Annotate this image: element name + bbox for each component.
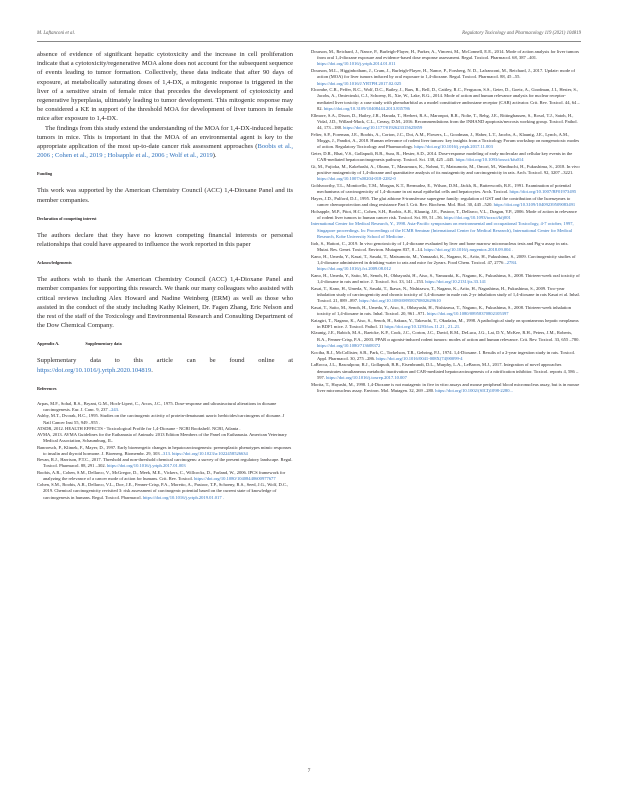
reference-item [311, 151, 581, 163]
reference-doi-link[interactable]: https://doi.org/10.1080/713608372 [317, 342, 381, 348]
reference-text: Kasai, T., Kano, H., Umeda, Y., Sasaki, T., Ikawa, N., Nishizawa, T., Nagano, K., Arito, H., Nagashima, H., Fukushima, S., 2009. Two-year inhalation study of carcinogenicity and chronic toxicity of 1,4-dioxane in male rats 2-yr inhalation study of 1,4-dioxane in rats Kasai et al. Inhal. Toxicol. 21, 889 –897. [311, 285, 580, 303]
reference-item [311, 305, 581, 317]
reference-text: Katagiri, T., Nagano, K., Aiso, S., Senoh, H., Sakura, Y., Takeuchi, T., Okudaira, M., 1998. A pathological study on spontaneous hepatic neoplasms in BDF1 mice. J. Toxicol. Pathol. 11 [311, 317, 579, 329]
reference-item [311, 68, 581, 87]
reference-doi-link[interactable]: https://doi.org/10.2131/jts.33.141 [425, 278, 487, 284]
appendix-heading [37, 341, 293, 346]
competing-interest-text: The authors declare that they have no known competing financial interests or personal relationships that could have appeared to influence the work reported in this paper [37, 231, 293, 249]
reference-item [37, 445, 293, 458]
reference-item [311, 87, 581, 112]
reference-text: Cohen, S.M., Boobis, A.R., Dellarco, V.L., Doe, J.E., Fenner-Crisp, P.A., Moretto, A., Pastoor, T.P., Schoeny, R.S., Seed, J.G., Wolf, D.C., 2019. Chemical carcinogenicity revisited 3: risk assessment of carcinogenic potential based on the current state of knowledge of carcinogenesis in humans. Regul. Toxicol. Pharmacol. [37, 482, 289, 500]
reference-text: Klaunig, J.E., Babich, M.A., Baetcke, K.P., Cook, J.C., Corton, J.C., David, R.M., DeLuca, J.G., Lai, D.Y., McKee, R.H., Peters, J.M., Roberts, R.A., Fenner-Crisp, P.A., 2003. PPAR α agonist-induced rodent tumors: modes of action and human relevance. Crit. Rev. Toxicol. 33, 655 –780. [311, 330, 580, 342]
reference-doi-link[interactable]: https://doi.org/10.1080/10408440600977677 [194, 475, 276, 481]
reference-doi-link[interactable]: https://doi.org/10.1007/s00204-018-2282-0 [317, 176, 396, 182]
reference-item [311, 254, 581, 273]
reference-text: Elcombe, C.R., Peffer, R.C., Wolf, D.C., Bailey, J., Bars, R., Bell, D., Cattley, R.C., Ferguson, S.S., Geter, D., Goetz, A., Goodman, J.I., Hester, S., Jacobs, A., Omiecinski, C.J., Schoeny, R., Xie, W., Lake, B.G., 2014. Mode of action and human relevance analysis for nuclear receptor-mediated liver toxicity: a case study with phenobarbital as a model constitutive androstane receptor (CAR) activator. Crit. Rev. Toxicol. 44, 64 –82. [311, 87, 580, 111]
reference-doi-link[interactable]: https://doi.org/10.3109/10408444.2013.835786 [323, 105, 410, 111]
reference-doi-link[interactable]: https://doi.org/10.1016/J.YRTPH.2017.02.025 [317, 80, 402, 86]
references-list-right [311, 49, 581, 394]
reference-item [311, 382, 581, 394]
reference-item [311, 209, 581, 221]
paragraph-2-end: ). [212, 152, 217, 160]
reference-doi-link[interactable]: https://doi.org/10.1016/j.yrtph.2017.01.003 [106, 463, 186, 469]
reference-doi-link[interactable]: https://doi.org/10.1293/tox.11.21 , 21–21. [384, 323, 461, 329]
header-rule [37, 41, 581, 42]
reference-doi-link[interactable]: –2784. https://doi.org/10.1016/j.fct.2009.08.012 [317, 259, 518, 271]
reference-text: Boobis, A.R., Cohen, S.M., Dellarco, V., McGregor, D., Meek, M.E., Vickers, C., Willcocks, D., Farland, W., 2006. IPCS framework for analyzing the relevance of a cancer mode of action for humans. Crit. Rev. Toxicol. [37, 469, 286, 481]
body-paragraph-1: absence of evidence of significant hepatic cytotoxicity and the increase in cell proliferation indicate that a cytotoxicity/regenerative MOA alone does not account for the subsequent sequence of events leading to tumor formation. Collectively, these data indicate that after 90 days of exposure, at metabolically saturating doses of 1,4-DX, a mitogenic response is triggered in the liver of a sensitive strain of female mice that precedes the development of cytotoxicity and regenerative hyperplasia, ultimately leading to tumor development. This mitogenic response may be considered a KE in support of the threshold MOA for development of liver tumors in female mice after exposure to 1,4-DX. [37, 51, 293, 123]
reference-item [311, 350, 581, 362]
reference-doi-link[interactable]: https://doi.org/10.1177/0192623315625859 [343, 124, 423, 130]
reference-doi-link[interactable]: https://doi.org/10.1002/(SICI)1098-2280... [435, 387, 513, 393]
funding-heading: Funding [37, 171, 53, 177]
funding-text: This work was supported by the American Chemistry Council (ACC) 1,4-Dioxane Panel and its member companies. [37, 187, 293, 204]
references-heading: References [37, 385, 57, 391]
reference-text: Kano, H., Umeda, Y., Kasai, T., Sasaki, T., Matsumoto, M., Yamazaki, K., Nagano, K., Arito, H., Fukushima, S., 2009. Carcinogenicity studies of 1,4-dioxane administered in drinking-water to rats and mice for 2years. Food Chem. Toxicol. 47, 2776 [311, 253, 576, 265]
paragraph-2-citations[interactable]: Boobis et al., 2006 ; Cohen et al., 2019 ; Holsapple et al., 2006 ; Wolf et al., 2019 [37, 143, 293, 160]
competing-interest-heading: Declaration of competing interest [37, 215, 97, 221]
reference-item [311, 286, 581, 305]
reference-text: Morita, T., Hayashi, M., 1998. 1,4-Dioxane is not mutagenic in five in vitro assays and mouse peripheral blood micronucleus assay, but is in mouse liver micronucleus assay. Environ. Mol. Mutagen. 32, 269 –280. [311, 381, 580, 393]
reference-text: Goldsworthy, T.L., Monticello, T.M., Morgan, K.T., Bermudez, E., Wilson, D.M., Jäckh, R., Butterworth, B.E., 1991. Examination of potential mechanisms of carcinogenicity of 1,4-dioxane in rat nasal epithelial cells and hepatocytes. Arch. Toxicol. [311, 182, 571, 194]
appendix-title: Supplementary data [85, 341, 122, 347]
supplementary-end: . [151, 366, 153, 374]
reference-item [311, 196, 581, 208]
reference-doi-link[interactable]: https://doi.org/10.1080/08958370802629610 [359, 297, 441, 303]
acknowledgements-text: The authors wish to thank the American Chemistry Council (ACC) 1,4-Dioxane Panel and member companies for supporting this research. We thank our many colleagues who assisted with critical reviews including Alex Howard and Nadine Weinberg (ERM) as well as those who assisted in the conduct of the study including Kathy Kleinert, Dr. Fagen Zhang, Eric Nelson and the rest of the staff of the Toxicology and Environmental Research and Consulting Department of the Dow Chemical Company. [37, 276, 293, 330]
reference-doi-link[interactable]: https://doi.org/10.1093/toxsci/kfu014 [455, 156, 524, 162]
header-authors: M. Laftanconi et al. [37, 31, 75, 36]
reference-text: Gi, M., Fujioka, M., Kakehashi, A., Okuno, T., Masumura, K., Nohmi, T., Matsumoto, M., Omori, M., Wanibuchi, H., Fukushima, S., 2018. In vivo positive mutagenicity of 1,4-dioxane and quantitative analysis of its mutagenicity and carcinogenicity in rats. Arch. Toxicol. 92, 3207 –3221. [311, 163, 580, 175]
reference-text: Itoh, S., Hattori, C., 2019. In vivo genotoxicity of 1,4-dioxane evaluated by liver and bone marrow micronucleus tests and Pig-a assay in rats. Mutat. Res. Genet. Toxicol. Environ. Mutagen 837, 8 –14. [311, 240, 569, 252]
acknowledgements-heading: Acknowledgements [37, 260, 72, 266]
reference-item [311, 132, 581, 151]
reference-item [311, 183, 581, 195]
reference-item [37, 413, 293, 426]
reference-doi-link[interactable]: https://doi.org/10.1016/j.yrtph.2017.11.003 [414, 144, 493, 150]
reference-item [37, 457, 293, 470]
reference-doi-link[interactable]: https://doi.org/10.1093/toxsci/kfj001 [443, 214, 511, 220]
body-paragraph-2 [37, 124, 293, 161]
reference-text: Felter, S.P., Foreman, J.E., Boobis, A., Corton, J.C., Doi, A.M., Flowers, L., Goodman, J., Haber, L.T., Jacobs, A., Klaunig, J.E., Lynch, A.M., Moggs, J., Pandiri, A., 2018. Human relevance of rodent liver tumors: key insights from a Toxicology Forum workshop on nongenotoxic modes of action. Regulatory Toxicology and Pharmacology. [311, 131, 580, 150]
reference-item [311, 318, 581, 330]
reference-text: Dourson, M., Reichard, J., Nance, P., Burleigh-Flayer, H., Parker, A., Vincent, M., McConnell, E.E., 2014. Mode of action analysis for liver tumors from oral 1,4-dioxane exposure and evidence-based dose response assessment. Regul. Toxicol. Pharmacol. 68, 387 –401. [311, 49, 580, 61]
reference-text: Geter, D.R., Bhat, V.S., Gollapudi, B.B., Sura, R., Hester, S.D., 2014. Dose-response modeling of early molecular and cellular key events in the CAR-mediated hepatocarcinogenesis pathway. Toxicol. Sci. 138, 425 –445. [311, 150, 573, 162]
reference-text: Dourson, M.L., Higginbotham, J., Crum, J., Burleigh-Flayer, H., Nance, P., Forsberg, N. D., Lafranconi, M., Reichard, J., 2017. Update: mode of action (MOA) for liver tumors induced by oral exposure to 1,4-dioxane. Regul. Toxicol. Pharmacol. 88, 45 –55. [311, 68, 576, 80]
reference-text: Arpas, M.F., Sohal, R.S., Bryant, G.M., Hoch-Lipert, C., Arcos, J.C., 1975. Dose-response and ultrastructural alterations in dioxane carcinogenesis. Eur. J. Canc. 9, 237 [37, 400, 277, 413]
reference-doi-link[interactable]: https://doi.org/10.1016/j.yrtph.2019.01.017 . [142, 494, 224, 500]
paragraph-2-text: The findings from this study extend the understanding of the MOA for 1,4-DX-induced hepatic tumors in mice. This is important in that the MOA of an environmental agent is key to the appropriate application of the most up-to-date cancer risk assessment approaches ( [37, 124, 293, 151]
reference-item [311, 330, 581, 349]
appendix-label: Appendix A. [37, 341, 60, 347]
reference-doi-link[interactable]: https://doi.org/10.1007/BF01973495 [509, 188, 577, 194]
reference-text: Bevan, R.J., Harrison, P.T.C., 2017. Threshold and non-threshold chemical carcinogens: a survey of the present regulatory landscape. Regul. Toxicol. Pharmacol. 88, 291 –302. [37, 457, 293, 469]
reference-text: ATSDR, 2012. HEALTH EFFECTS - Toxicological Profile for 1,4-Dioxane - NCBI Bookshelf. NCBI, Atlanta . [37, 425, 241, 431]
reference-item [37, 482, 293, 501]
reference-item [311, 113, 581, 132]
reference-doi-link[interactable]: https://doi.org/10.1016/j.mrgentox.2018.09.004 . [424, 246, 513, 252]
supplementary-text [37, 356, 293, 374]
reference-text: Ellmore, S.A., Dixon, D., Hailey, J.R., Harada, T., Herbert, R.A., Maronpot, R.R., Nolte, T., Rehg, J.E., Rittinghausen, S., Rosol, T.J., Satoh, H., Vidal, J.D., Willard-Mack, C.L., Creasy, D.M., 2016. Recommendations from the INHAND apoptosis/necrosis working group. Toxicol. Pathol. 44, 173 –188. [311, 112, 578, 130]
header-journal: Regulatory Toxicology and Pharmacology 119 (2021) 104819 [462, 31, 581, 36]
reference-doi-link[interactable]: https://doi.org/10.3109/10409239509083491 [493, 201, 576, 207]
reference-text[interactable]: International Center for Medical Research, Y., 1998. Asia-Pacific symposium on environmental and occupational Toxicology, 4-7 october, 1997, Singapore proceedings. In: Proceedings of the ICMR Seminar (International Center for Medical Research), International Center for Medical Research, Kobe University School of Medicine . [311, 221, 574, 239]
reference-item [311, 362, 581, 381]
reference-item [37, 470, 293, 483]
left-column [37, 50, 293, 501]
reference-doi-link[interactable]: –313. https://doi.org/10.1023/a:1022458526634 [160, 450, 248, 456]
reference-item [311, 49, 581, 68]
right-column [311, 49, 581, 394]
reference-item [311, 164, 581, 183]
reference-item [311, 241, 581, 253]
reference-text: Kano, H., Umeda, Y., Saito, M., Senoh, H., Ohbayashi, H., Aiso, S., Yamazaki, K., Nagano, K., Fukushima, S., 2008. Thirteen-week oral toxicity of 1,4-dioxane in rats and mice. J. Toxicol. Sci. 33, 141 –153. [311, 272, 580, 284]
page-number: 7 [307, 768, 311, 774]
reference-text: AVMA, 2013. AVMA Guidelines for the Euthanasia of Animals: 2013 Edition Members of the Panel on Euthanasia. American Veterinary Medical Association, Schaumburg, IL. [37, 432, 287, 444]
reference-doi-link[interactable]: –243. [108, 407, 120, 413]
supplementary-sentence: Supplementary data to this article can be found online at [37, 357, 293, 365]
reference-text: Holsapple, M.P., Pitot, H.C., Cohen, S.H., Boobis, A.R., Klaunig, J.E., Pastoor, T., Dellarco, V.L., Dragan, Y.P., 2006. Mode of action in relevance of rodent liver tumors to human cancer risk. Toxicol. Sci. 89, 51 –56. [311, 208, 577, 220]
reference-text: Hayes, J.D., Pulford, D.J., 1995. The glut athione S-transferase supergene family: regulation of GST and the contribution of the Isoenzymes to cancer chemoprotection and drug resistance Part I. Crit. Rev. Biochem. Mol. Biol. 30, 445 –520. [311, 195, 571, 207]
reference-text: LaRocca, J.L., Rasoulpour, R.J., Gollapudi, B.B., Eisenbrandt, D.L., Murphy, L.A., LeBaron, M.J., 2017. Integration of novel approaches demonstrates simultaneous metabolic inactivation and CAR-mediated hepatocarcinogenesis of a nitrification inhibitor. Toxicol. reports 4, 586 –597. [311, 362, 579, 380]
reference-text: Kasai, T., Saito, M., Senoh, H., Umeda, Y., Aiso, S., Ohbayashi, H., Nishizawa, T., Nagano, K., Fukushima, S., 2008. Thirteen-week inhalation toxicity of 1,4-dioxane in rats. Inhal. Toxicol. 20, 961 –971. [311, 304, 571, 316]
reference-item [311, 221, 581, 240]
reference-doi-link[interactable]: https://doi.org/10.1080/08958370802105397 [426, 310, 509, 316]
reference-text: Kociba, R.J., McCollister, S.B., Park, C., Torkelson, T.R., Gehring, P.J., 1974. 1,4-Dioxane. I. Results of a 2-year ingestion study in rats. Toxicol. Appl. Pharmacol. 30, 275 –286. [311, 349, 576, 361]
reference-item [37, 432, 293, 445]
reference-text: Ashby, M.T., Dvorak, H.C., 1995. Studies on the carcinogenic activity of protein-denaturant uzoric herbicides/carcinogens of dioxane. J Natl Cancer Inst 55, 949 –955 . [37, 413, 285, 425]
reference-doi-link[interactable]: https://doi.org/10.1016/j.yrtph.2014.01.011 [317, 61, 396, 67]
supplementary-link[interactable]: https://doi.org/10.1016/j.yrtph.2020.104819 [37, 366, 152, 374]
reference-item [311, 273, 581, 285]
reference-text: Banroesch, P., Klimek, F., Mayer, D., 1997. Early bioenergetic changes in hepatocarcinogenesis: preneoplastic phenotypes mimic responses to insulin and thyroid hormone. J. Bioenerg. Biomembr. 29, 303 [37, 444, 292, 456]
references-list-left [37, 401, 293, 501]
reference-doi-link[interactable]: https://doi.org/10.1016/0041-008X(74)90099-4 [376, 355, 463, 361]
reference-doi-link[interactable]: https://doi.org/10.1016/j.toxrep.2017.10.007 [326, 374, 407, 380]
reference-item [37, 401, 293, 414]
